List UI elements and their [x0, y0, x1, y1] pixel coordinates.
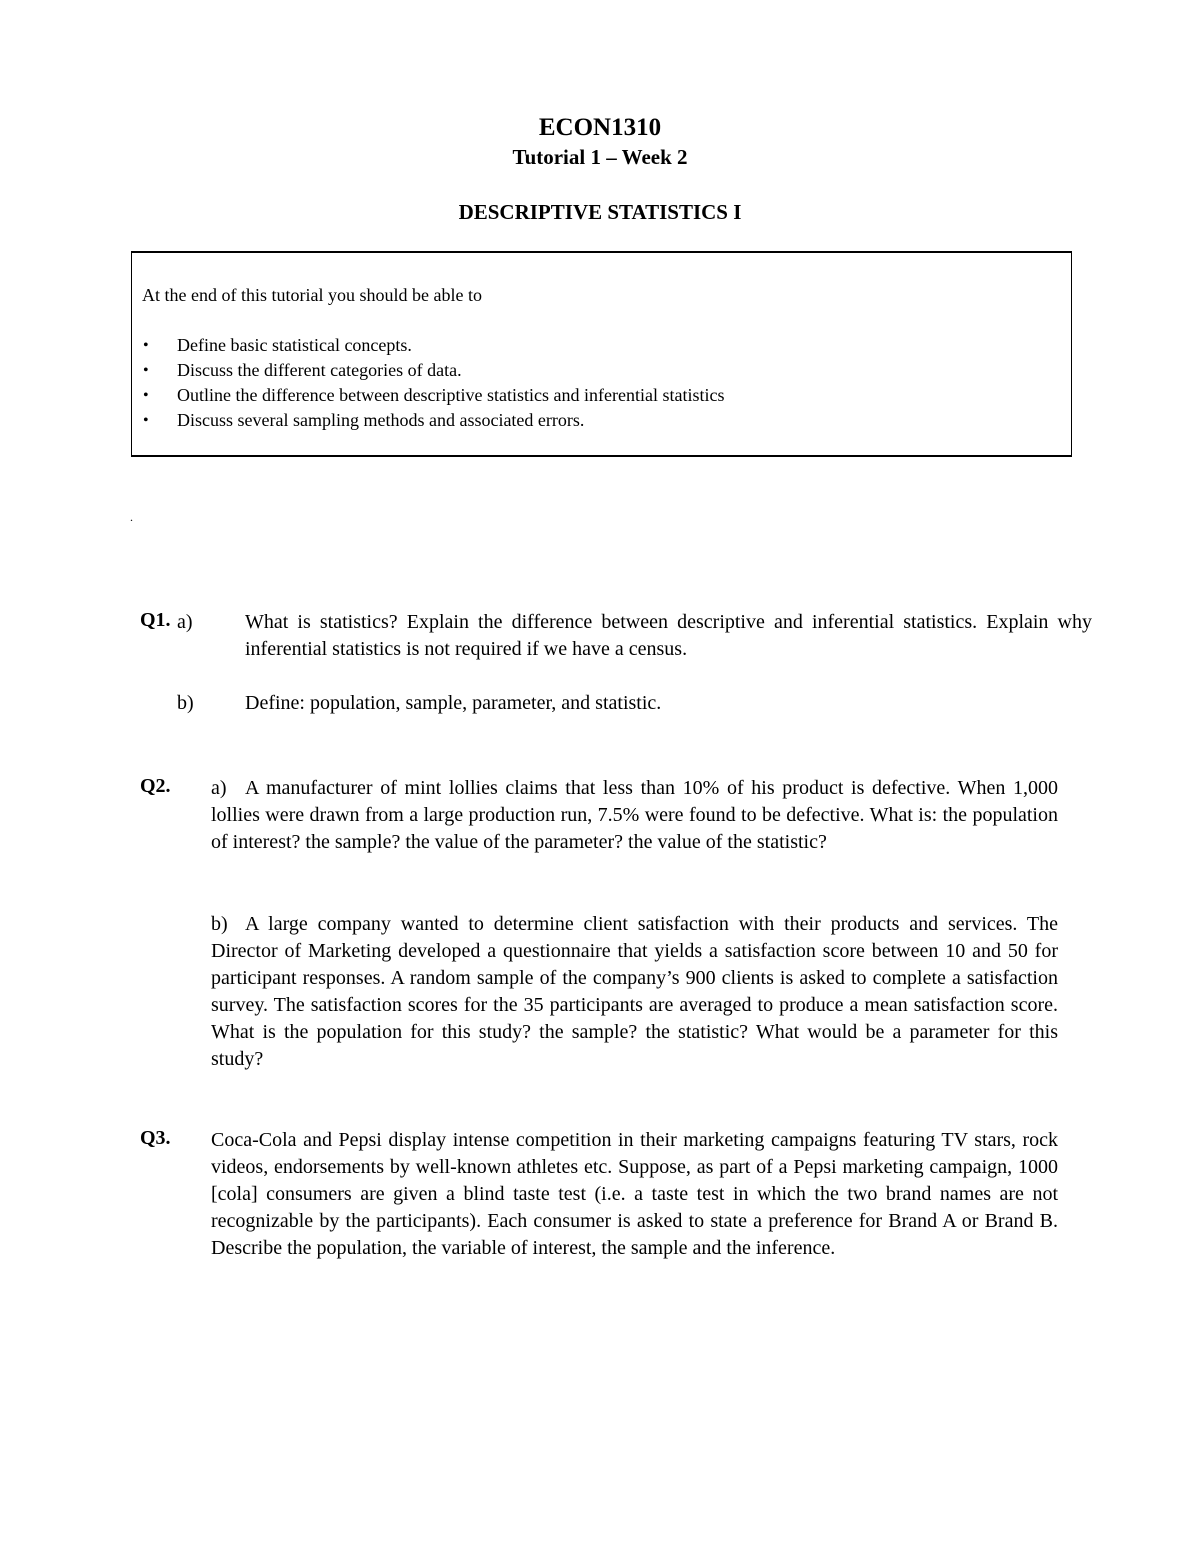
question-2-label: Q2. [140, 775, 171, 797]
tutorial-week: Tutorial 1 – Week 2 [512, 145, 688, 169]
part-marker: b) [211, 913, 228, 935]
question-1-part-a [177, 609, 1092, 663]
question-2-part-b [211, 911, 1058, 1073]
objectives-list [142, 333, 724, 433]
objectives-intro: At the end of this tutorial you should be able to [142, 285, 482, 305]
bullet-icon: • [143, 387, 149, 404]
objective-text: Outline the difference between descriptive statistics and inferential statistics [177, 385, 725, 405]
part-marker: a) [177, 611, 193, 633]
topic-title: DESCRIPTIVE STATISTICS I [458, 200, 742, 224]
objective-item [142, 333, 724, 358]
part-marker: a) [211, 777, 227, 799]
objective-item [142, 358, 724, 383]
part-marker: b) [177, 692, 194, 714]
objective-text: Discuss the different categories of data. [177, 360, 462, 380]
objective-item [142, 408, 724, 433]
objective-item [142, 383, 724, 408]
stray-mark: . [130, 510, 133, 524]
objective-text: Discuss several sampling methods and associated errors. [177, 410, 585, 430]
learning-objectives-box [131, 251, 1072, 457]
course-code: ECON1310 [538, 114, 662, 141]
question-2-part-a-text: A manufacturer of mint lollies claims that less than 10% of his product is defective. When 1,000 lollies were drawn from a large production run, 7.5% were found to be defective. What is: the population of interest? the sample? the value of the parameter? the value of the statistic? [211, 777, 1058, 853]
bullet-icon: • [143, 337, 149, 354]
objective-text: Define basic statistical concepts. [177, 335, 412, 355]
question-2-part-b-text: A large company wanted to determine client satisfaction with their products and services. The Director of Marketing developed a questionnaire that yields a satisfaction score between 10 and 50 for participant responses. A random sample of the company’s 900 clients is asked to complete a satisfaction survey. The satisfaction scores for the 35 participants are averaged to produce a mean satisfaction score. What is the population for this study? the sample? the statistic? What would be a parameter for this study? [211, 913, 1058, 1070]
question-2-part-a [211, 775, 1058, 856]
bullet-icon: • [143, 362, 149, 379]
question-3-label: Q3. [140, 1127, 171, 1149]
bullet-icon: • [143, 412, 149, 429]
question-3-text: Coca-Cola and Pepsi display intense competition in their marketing campaigns featuring TV stars, rock videos, endorsements by well-known athletes etc. Suppose, as part of a Pepsi marketing campaign, 1000 [cola] consumers are given a blind taste test (i.e. a taste test in which the two brand names are not recognizable by the participants). Each consumer is asked to state a preference for Brand A or Brand B. Describe the population, the variable of interest, the sample and the inference. [211, 1129, 1058, 1259]
question-1-part-b [177, 690, 1092, 717]
question-1-part-a-text: What is statistics? Explain the difference between descriptive and inferential statistics. Explain why inferential statistics is not required if we have a census. [245, 611, 1092, 660]
question-1-part-b-text: Define: population, sample, parameter, and statistic. [245, 692, 662, 714]
question-1-label: Q1. [140, 609, 171, 631]
